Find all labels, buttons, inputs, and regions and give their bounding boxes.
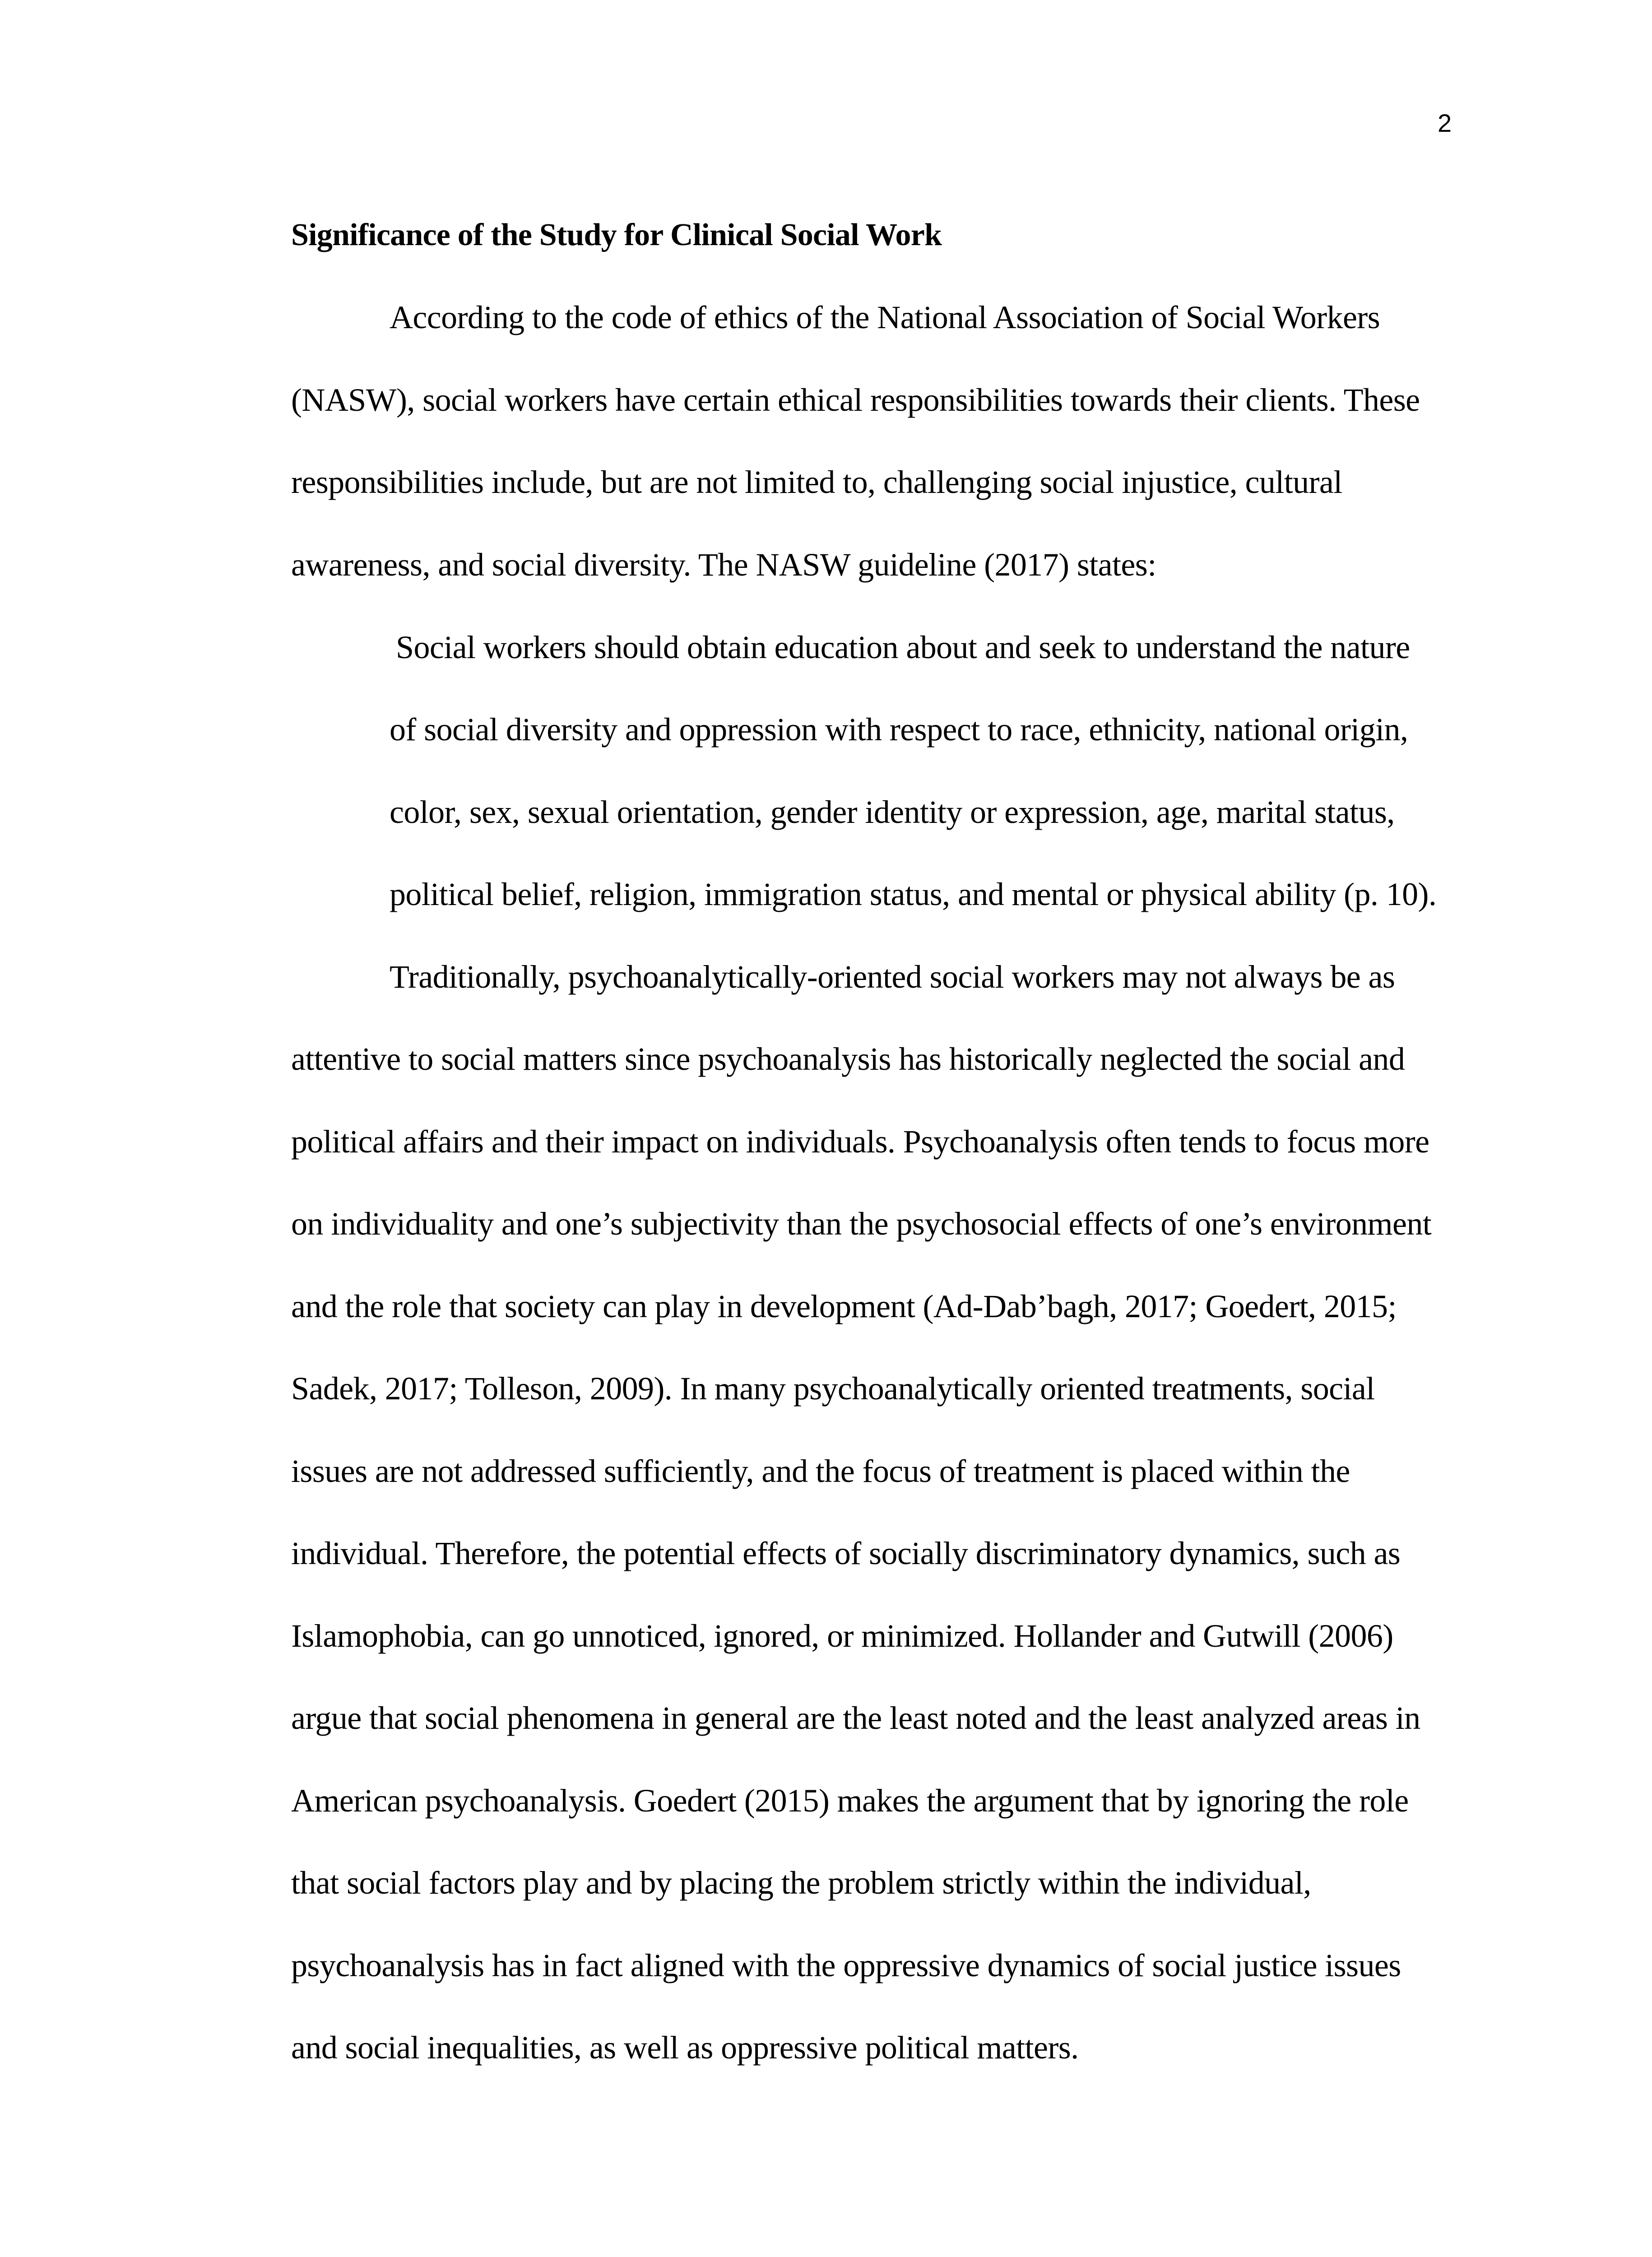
paragraph-2-line-13: psychoanalysis has in fact aligned with the oppressive dynamics of social justice issues [291, 1947, 1401, 1983]
paragraph-2-line-7: issues are not addressed sufficiently, and the focus of treatment is placed within the [291, 1453, 1350, 1489]
paragraph-2-line-5: and the role that society can play in development (Ad-Dab’bagh, 2017; Goedert, 2015; [291, 1288, 1397, 1324]
page-number: 2 [1438, 109, 1452, 137]
paragraph-2-line-12: that social factors play and by placing the problem strictly within the individual, [291, 1865, 1311, 1901]
paragraph-2-line-11: American psychoanalysis. Goedert (2015) makes the argument that by ignoring the role [291, 1783, 1409, 1819]
paragraph-1-line-1: According to the code of ethics of the National Association of Social Workers [390, 299, 1380, 335]
section-heading: Significance of the Study for Clinical Social Work [291, 218, 942, 252]
paragraph-2-line-2: attentive to social matters since psychoanalysis has historically neglected the social and [291, 1041, 1405, 1077]
paragraph-2-line-10: argue that social phenomena in general are the least noted and the least analyzed areas in [291, 1700, 1420, 1736]
paragraph-1-line-2: (NASW), social workers have certain ethical responsibilities towards their clients. These [291, 382, 1420, 418]
block-quote-line-2: of social diversity and oppression with respect to race, ethnicity, national origin, [390, 711, 1408, 748]
block-quote-line-3: color, sex, sexual orientation, gender identity or expression, age, marital status, [390, 794, 1395, 830]
paragraph-2-line-8: individual. Therefore, the potential effects of socially discriminatory dynamics, such as [291, 1535, 1401, 1571]
paragraph-2-line-1: Traditionally, psychoanalytically-oriented social workers may not always be as [390, 959, 1395, 995]
block-quote-line-4: political belief, religion, immigration status, and mental or physical ability (p. 10). [390, 876, 1437, 912]
paragraph-2-line-6: Sadek, 2017; Tolleson, 2009). In many psychoanalytically oriented treatments, social [291, 1370, 1375, 1407]
paragraph-2-line-14: and social inequalities, as well as oppressive political matters. [291, 2029, 1079, 2066]
paragraph-2-line-9: Islamophobia, can go unnoticed, ignored, or minimized. Hollander and Gutwill (2006) [291, 1618, 1393, 1654]
paragraph-1-line-4: awareness, and social diversity. The NASW guideline (2017) states: [291, 547, 1156, 583]
paragraph-2-line-3: political affairs and their impact on individuals. Psychoanalysis often tends to focus more [291, 1124, 1429, 1160]
paragraph-1-line-3: responsibilities include, but are not limited to, challenging social injustice, cultural [291, 464, 1342, 500]
block-quote-line-1: Social workers should obtain education about and seek to understand the nature [396, 629, 1410, 665]
paragraph-2-line-4: on individuality and one’s subjectivity than the psychosocial effects of one’s environment [291, 1206, 1432, 1242]
